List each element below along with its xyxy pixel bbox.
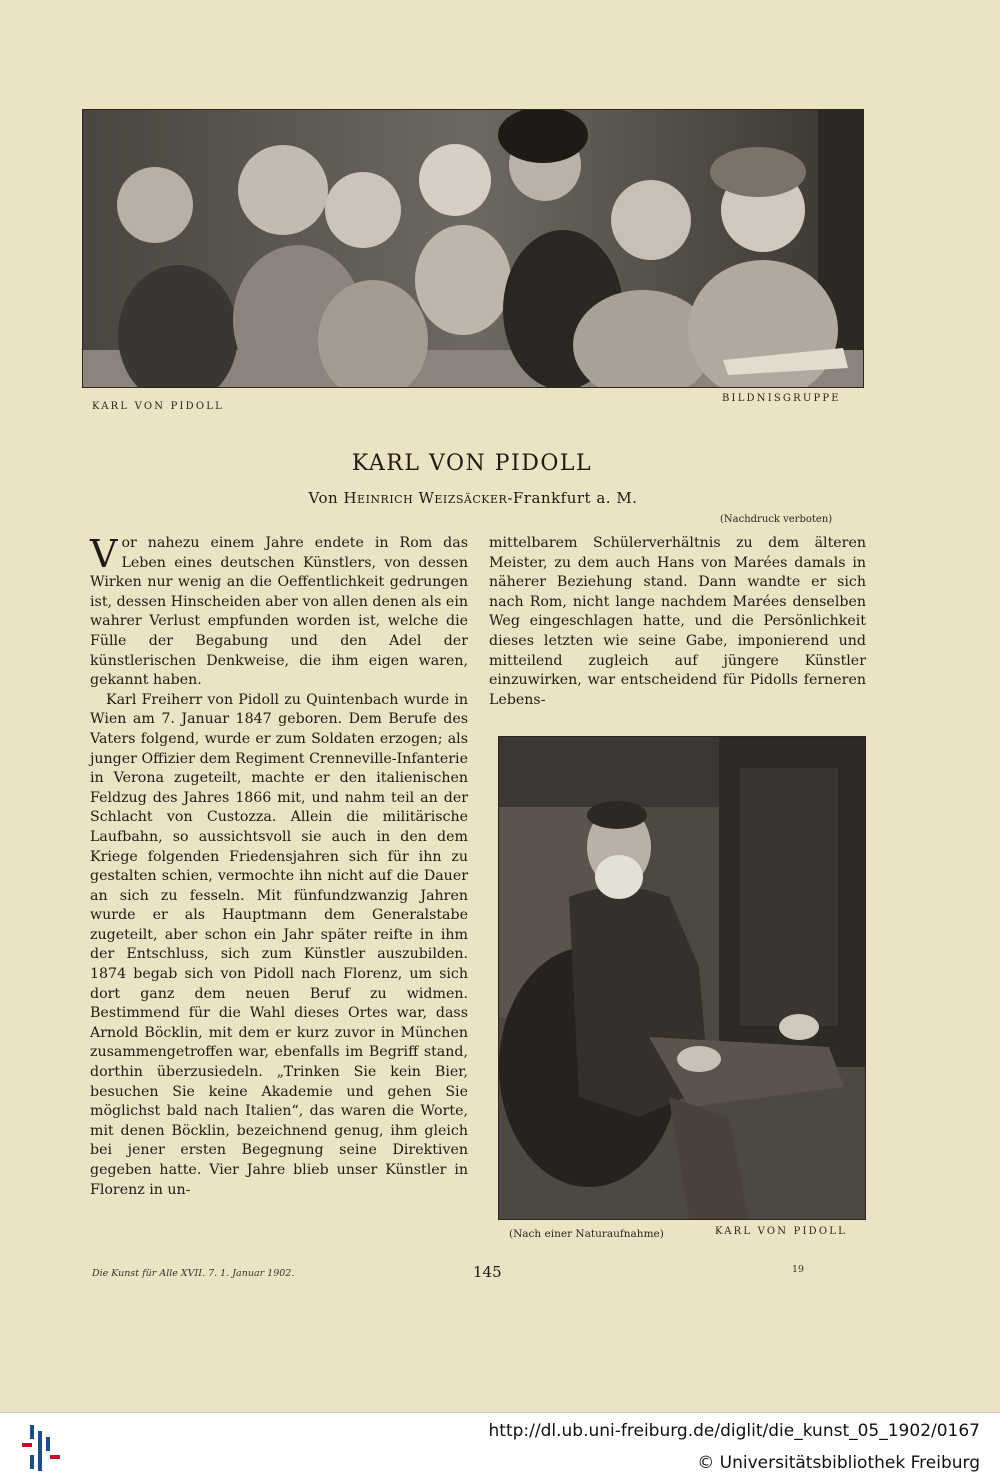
drop-cap: V (90, 532, 118, 576)
copyright-notice: © Universitätsbibliothek Freiburg (697, 1453, 980, 1473)
archive-footer-bar (0, 1412, 1000, 1484)
paragraph-1-text: or nahezu einem Jahre endete in Rom das Leben eines deutschen Künstlers, von dessen Wirken nur wenig an die Oeffentlichkeit gedrungen ist, dessen Hinscheiden aber von allen denen als ein wahrer Verlust empfunden worden ist, welche die Fülle der Begabung und den Adel der künstlerischen Denkweise, die ihm eigen waren, gekannt haben. (90, 535, 468, 689)
page-number: 145 (473, 1263, 502, 1281)
byline-prefix: Von (308, 489, 344, 507)
portrait-photograph (498, 736, 866, 1220)
article-title: KARL VON PIDOLL (351, 451, 593, 476)
byline-author: Heinrich Weizsäcker (343, 489, 508, 507)
portrait-caption: KARL VON PIDOLL (715, 1226, 847, 1237)
article-byline (0, 489, 946, 507)
reprint-notice: (Nachdruck verboten) (720, 514, 833, 525)
byline-suffix: -Frankfurt a. M. (507, 489, 638, 507)
paragraph-1 (90, 534, 468, 691)
group-portrait-painting (82, 109, 864, 388)
library-logo-icon (18, 1421, 64, 1475)
permalink-url[interactable]: http://dl.ub.uni-freiburg.de/diglit/die_kunst_05_1902/0167 (488, 1421, 980, 1441)
plate-caption-artist: KARL VON PIDOLL (92, 401, 224, 412)
journal-footer: Die Kunst für Alle XVII. 7. 1. Januar 1902. (92, 1268, 295, 1279)
signature-mark: 19 (792, 1264, 805, 1275)
photo-credit: (Nach einer Naturaufnahme) (509, 1228, 664, 1240)
body-column-left (90, 534, 468, 1200)
body-column-right (489, 534, 866, 710)
paragraph-3: mittelbarem Schülerverhältnis zu dem älteren Meister, zu dem auch Hans von Marées damals in näherer Beziehung stand. Dann wandte er sich nach Rom, nicht lange nachdem Marées denselben Weg eingeschlagen hatte, und die Persönlichkeit dieses letzten wie seine Gabe, imponierend und mitteilend zugleich auf jüngere Künstler einzuwirken, war entscheidend für Pidolls ferneren Lebens- (489, 535, 866, 708)
paragraph-2: Karl Freiherr von Pidoll zu Quintenbach wurde in Wien am 7. Januar 1847 geboren. Dem Berufe des Vaters folgend, wurde er zum Soldaten erzogen; als junger Offizier dem Regiment Crenneville-Infanterie in Verona zugeteilt, machte er den italienischen Feldzug des Jahres 1866 mit, und nahm teil an der Schlacht von Custozza. Allein die militärische Laufbahn, so aussichtsvoll sie auch in den dem Kriege folgenden Friedensjahren sich für ihn zu gestalten schien, vermochte ihn nicht auf die Dauer an sich zu fesseln. Mit fünfundzwanzig Jahren wurde er als Hauptmann dem Generalstabe zugeteilt, aber schon ein Jahr später reifte in ihm der Entschluss, sich zum Künstler auszubilden. 1874 begab sich von Pidoll nach Florenz, um sich dort ganz dem neuen Beruf zu widmen. Bestimmend für die Wahl dieses Ortes war, dass Arnold Böcklin, mit dem er kurz zuvor in München zusammengetroffen war, ebenfalls im Begriff stand, dorthin überzusiedeln. „Trinken Sie kein Bier, besuchen Sie keine Akademie und gehen Sie möglichst bald nach Italien“, das waren die Worte, mit denen Böcklin, bezeichnend genug, ihm gleich bei jener ersten Begegnung seine Direktiven gegeben hatte. Vier Jahre blieb unser Künstler in Florenz in un- (90, 691, 468, 1198)
plate-caption-title: BILDNISGRUPPE (722, 393, 841, 404)
